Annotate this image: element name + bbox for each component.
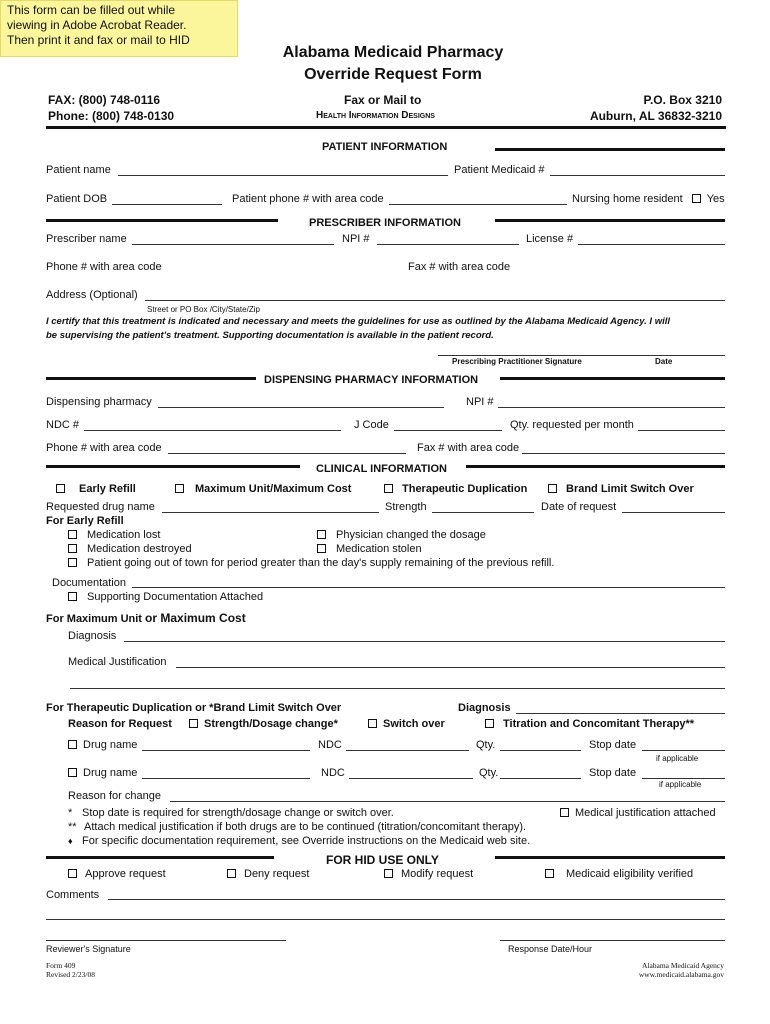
prescriber-license-field[interactable] [578,244,725,245]
pharmacy-heading: DISPENSING PHARMACY INFORMATION [264,374,479,386]
deny-option[interactable]: Deny request [227,868,309,880]
nursing-home-row [572,193,725,205]
pharmacy-npi-field[interactable] [498,407,725,408]
travel-option[interactable]: Patient going out of town for period greater than the day's supply remaining of the previous refill. [68,557,554,569]
max-unit-heading: For Maximum Unit or Maximum Cost [46,611,246,625]
if-applicable-2: if applicable [659,780,702,789]
form-title-line-2: Override Request Form [304,66,482,83]
nursing-yes-label: Yes [706,193,725,205]
pharmacy-fax-label: Fax # with area code [417,442,520,454]
brand-limit-checkbox[interactable] [548,484,557,493]
reviewer-signature-field[interactable] [46,940,286,941]
signature-date-label: Date [655,357,673,366]
med-just-checkbox[interactable] [560,808,569,817]
therapeutic-diagnosis-label: Diagnosis [458,702,511,714]
ndc-label: NDC # [46,419,80,431]
diagnosis-label: Diagnosis [68,630,117,642]
notice-line-1: This form can be filled out while [7,3,176,17]
prescriber-phone-label: Phone # with area code [46,261,162,273]
signature-label: Prescribing Practitioner Signature [452,357,582,366]
reviewer-signature-label: Reviewer's Signature [46,944,131,954]
patient-medicaid-field[interactable] [550,175,725,176]
response-date-label: Response Date/Hour [508,944,593,954]
diagnosis-field[interactable] [124,641,725,642]
drug-name-field[interactable] [162,512,379,513]
po-box: P.O. Box 3210 [643,93,722,107]
strength-label: Strength [385,501,427,513]
strength-change-option[interactable]: Strength/Dosage change* [189,718,338,730]
supporting-option[interactable]: Supporting Documentation Attached [68,591,263,603]
pharmacy-npi-label: NPI # [466,396,494,408]
reason-label: Reason for Request [68,718,172,730]
early-refill-heading: For Early Refill [46,515,124,527]
fax-or-mail-label: Fax or Mail to [344,93,422,107]
switch-over-option[interactable]: Switch over [368,718,445,730]
lost-checkbox[interactable] [68,530,77,539]
option-early-refill[interactable]: Early Refill [56,483,136,495]
comments-field-2[interactable] [46,919,725,920]
stolen-option[interactable]: Medication stolen [317,543,422,555]
drug2-label: Drug name [68,767,137,779]
clinical-heading: CLINICAL INFORMATION [316,463,447,475]
qty1-field[interactable] [500,750,581,751]
jcode-label: J Code [354,419,389,431]
stop1-field[interactable] [642,750,725,751]
patient-dob-label: Patient DOB [46,193,108,205]
pharmacy-fax-field[interactable] [522,453,725,454]
drug1-checkbox[interactable] [68,740,77,749]
reason-change-label: Reason for change [68,790,161,802]
prescriber-fax-label: Fax # with area code [408,261,511,273]
max-unit-checkbox[interactable] [175,484,184,493]
therapeutic-heading: For Therapeutic Duplication or *Brand Limit Switch Over [46,702,342,714]
jcode-field[interactable] [394,430,502,431]
supporting-checkbox[interactable] [68,592,77,601]
phone-number: Phone: (800) 748-0130 [48,109,175,123]
option-brand-limit[interactable]: Brand Limit Switch Over [548,483,694,495]
notice-line-3: Then print it and fax or mail to HID [7,33,190,47]
address-hint: Street or PO Box /City/State/Zip [147,305,260,314]
hid-heading: FOR HID USE ONLY [326,853,439,867]
note-3: ♦ For specific documentation requirement, see Override instructions on the Medicaid web site. [68,835,531,847]
travel-checkbox[interactable] [68,558,77,567]
option-max-unit[interactable]: Maximum Unit/Maximum Cost [175,483,351,495]
nursing-home-label: Nursing home resident [572,193,683,205]
justification-field-2[interactable] [70,688,725,689]
if-applicable-1: if applicable [656,754,699,763]
notice-line-2: viewing in Adobe Acrobat Reader. [7,18,187,32]
patient-name-field[interactable] [118,175,448,176]
response-date-field[interactable] [500,940,725,941]
pharmacy-name-label: Dispensing pharmacy [46,396,152,408]
patient-heading: PATIENT INFORMATION [322,141,448,153]
destroyed-option[interactable]: Medication destroyed [68,543,192,555]
date-request-label: Date of request [541,501,617,513]
modify-option[interactable]: Modify request [384,868,473,880]
qty2-field[interactable] [500,778,581,779]
form-revised: Revised 2/23/08 [46,970,95,979]
therapeutic-dup-checkbox[interactable] [384,484,393,493]
ndc2-label: NDC [321,767,345,779]
switch-over-checkbox[interactable] [368,719,377,728]
date-request-field[interactable] [622,512,725,513]
prescriber-npi-field[interactable] [377,244,519,245]
qty-month-field[interactable] [638,430,725,431]
ndc1-label: NDC [318,739,342,751]
drug2-field[interactable] [142,778,310,779]
med-just-option[interactable]: Medical justification attached [560,807,716,819]
prescriber-heading: PRESCRIBER INFORMATION [309,217,461,229]
eligibility-option[interactable]: Medicaid eligibility verified [545,868,693,880]
prescriber-address-field[interactable] [145,300,725,301]
approve-option[interactable]: Approve request [68,868,166,880]
stolen-checkbox[interactable] [317,544,326,553]
patient-phone-label: Patient phone # with area code [232,193,384,205]
stop2-field[interactable] [642,778,725,779]
ndc1-field[interactable] [346,750,469,751]
form-number: Form 409 [46,961,76,970]
documentation-label: Documentation [52,577,126,589]
comments-label: Comments [46,889,100,901]
pharmacy-phone-field[interactable] [168,453,406,454]
deny-checkbox[interactable] [227,869,236,878]
nursing-home-checkbox[interactable] [692,194,701,203]
destroyed-checkbox[interactable] [68,544,77,553]
certify-line-2: be supervising the patient's treatment. Supporting documentation is available in the patient record. [46,330,494,341]
option-therapeutic-dup[interactable]: Therapeutic Duplication [384,483,527,495]
justification-field[interactable] [176,667,725,668]
reason-change-field[interactable] [170,801,725,802]
drug1-label: Drug name [68,739,137,751]
strength-change-checkbox[interactable] [189,719,198,728]
prescriber-name-label: Prescriber name [46,233,127,245]
patient-name-label: Patient name [46,164,111,176]
stop2-label: Stop date [589,767,637,779]
qty-month-label: Qty. requested per month [510,419,634,431]
agency-name: Alabama Medicaid Agency [641,961,724,970]
therapeutic-diagnosis-field[interactable] [516,713,725,714]
agency-website: www.medicaid.alabama.gov [638,970,724,979]
note-1: * Stop date is required for strength/dosage change or switch over. [68,807,394,819]
signature-field[interactable] [438,355,725,356]
prescriber-license-label: License # [526,233,574,245]
ndc-field[interactable] [84,430,341,431]
qty2-label: Qty. [479,767,499,779]
approve-checkbox[interactable] [68,869,77,878]
titration-checkbox[interactable] [485,719,494,728]
physician-option[interactable]: Physician changed the dosage [317,529,486,541]
eligibility-checkbox[interactable] [545,869,554,878]
lost-option[interactable]: Medication lost [68,529,160,541]
city-state-zip: Auburn, AL 36832-3210 [589,109,722,123]
patient-phone-field[interactable] [389,204,567,205]
fax-number: FAX: (800) 748-0116 [48,93,161,107]
drug-name-label: Requested drug name [46,501,155,513]
note-2: ** Attach medical justification if both drugs are to be continued (titration/concomitant therapy). [68,821,527,833]
justification-label: Medical Justification [68,656,167,668]
prescriber-name-field[interactable] [132,244,334,245]
physician-checkbox[interactable] [317,530,326,539]
pharmacy-phone-label: Phone # with area code [46,442,162,454]
certify-line-1: I certify that this treatment is indicated and necessary and meets the guidelines for use as outlined by the Alabama Medicaid Agency. I will [46,316,670,327]
qty1-label: Qty. [476,739,496,751]
stop1-label: Stop date [589,739,637,751]
strength-field[interactable] [432,512,534,513]
documentation-field[interactable] [132,587,725,588]
prescriber-address-label: Address (Optional) [46,289,138,301]
prescriber-npi-label: NPI # [342,233,370,245]
patient-dob-field[interactable] [112,204,222,205]
pharmacy-name-field[interactable] [158,407,444,408]
drug2-checkbox[interactable] [68,768,77,777]
titration-option[interactable]: Titration and Concomitant Therapy** [485,718,694,730]
hid-name: Health Information Designs [316,110,435,121]
early-refill-checkbox[interactable] [56,484,65,493]
patient-medicaid-label: Patient Medicaid # [454,164,545,176]
ndc2-field[interactable] [349,778,473,779]
comments-field[interactable] [108,899,725,900]
form-title-line-1: Alabama Medicaid Pharmacy [282,44,504,61]
drug1-field[interactable] [142,750,310,751]
modify-checkbox[interactable] [384,869,393,878]
